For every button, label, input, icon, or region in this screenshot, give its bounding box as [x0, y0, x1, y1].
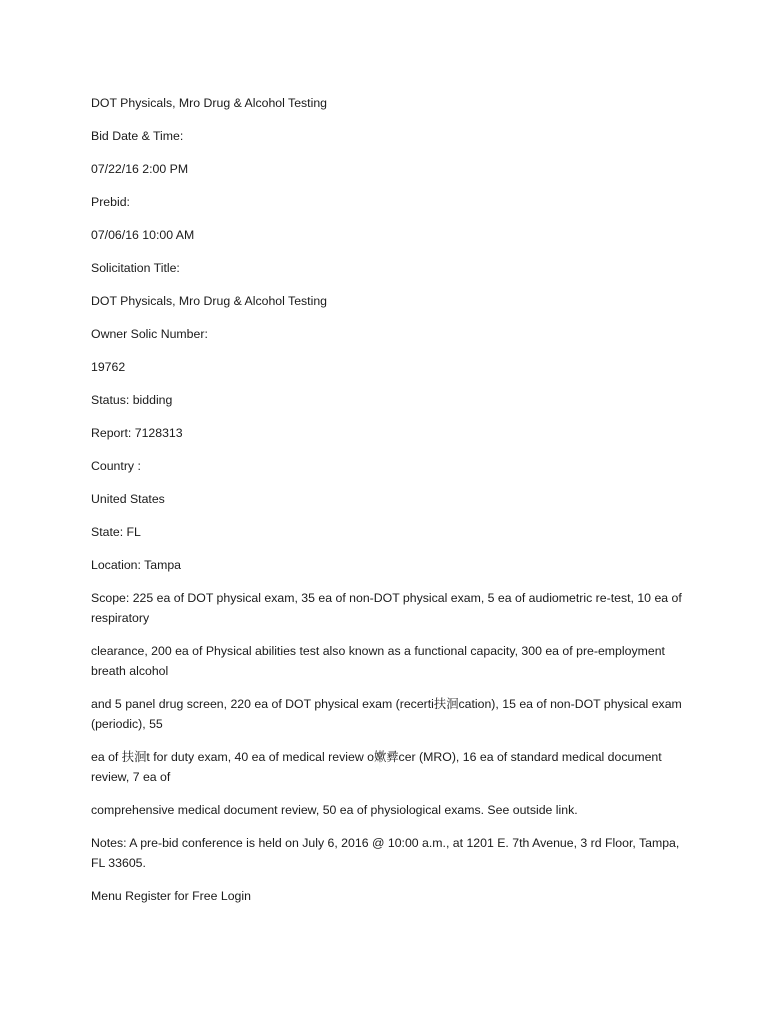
scope-paragraph-2: clearance, 200 ea of Physical abilities test also known as a functional capacity, 300 ea of pre-employment breath alcohol: [91, 644, 665, 678]
solicitation-title-value: DOT Physicals, Mro Drug & Alcohol Testing: [91, 294, 328, 308]
state-line: State: FL: [91, 525, 141, 539]
owner-solic-number-label: Owner Solic Number:: [91, 327, 208, 341]
status-line: Status: bidding: [91, 393, 173, 407]
prebid-label: Prebid:: [91, 195, 130, 209]
bid-date-value: 07/22/16 2:00 PM: [91, 162, 189, 176]
scope-paragraph-1: Scope: 225 ea of DOT physical exam, 35 ea of non-DOT physical exam, 5 ea of audiometric re-test, 10 ea of respiratory: [91, 591, 682, 625]
location-line: Location: Tampa: [91, 558, 182, 572]
scope-paragraph-4: ea of 扶洄t for duty exam, 40 ea of medical review o嫰彛cer (MRO), 16 ea of standard medical document review, 7 ea of: [91, 750, 662, 784]
prebid-value: 07/06/16 10:00 AM: [91, 228, 195, 242]
scope-paragraph-3: and 5 panel drug screen, 220 ea of DOT physical exam (recerti扶洄cation), 15 ea of non-DOT physical exam (periodic), 55: [91, 697, 682, 731]
report-line: Report: 7128313: [91, 426, 183, 440]
owner-solic-number-value: 19762: [91, 360, 126, 374]
bid-date-label: Bid Date & Time:: [91, 129, 184, 143]
document-body: [91, 93, 691, 919]
notes-paragraph: Notes: A pre-bid conference is held on July 6, 2016 @ 10:00 a.m., at 1201 E. 7th Avenue, 3 rd Floor, Tampa, FL 33605.: [91, 836, 680, 870]
country-value: United States: [91, 492, 165, 506]
menu-register-login-text: Menu Register for Free Login: [91, 889, 251, 903]
country-label: Country :: [91, 459, 141, 473]
scope-paragraph-5: comprehensive medical document review, 50 ea of physiological exams. See outside link.: [91, 803, 578, 817]
solicitation-title-label: Solicitation Title:: [91, 261, 180, 275]
heading-title: DOT Physicals, Mro Drug & Alcohol Testing: [91, 96, 328, 110]
